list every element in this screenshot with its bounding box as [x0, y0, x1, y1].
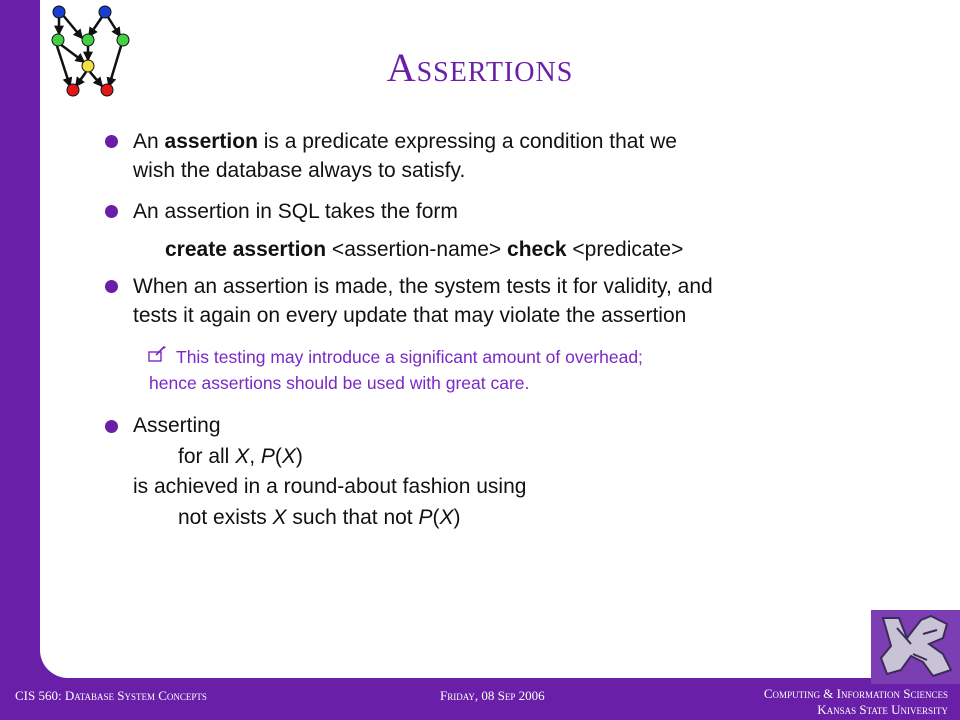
var-x: X: [235, 444, 250, 468]
footer-course: CIS 560: Database System Concepts: [15, 688, 207, 703]
sql-keyword-check: check: [507, 238, 567, 261]
sub-bullet-line1: This testing may introduce a significant amount of overhead;: [176, 347, 643, 367]
footer-dept: Computing & Information Sciences: [763, 686, 948, 701]
bullet-3: [133, 272, 933, 330]
bullet-dot: [105, 205, 118, 218]
paren-close: ): [295, 444, 303, 468]
bullet-4-line3: is achieved in a round-about fashion using: [133, 475, 527, 498]
page-title: Assertions: [386, 45, 574, 90]
sql-syntax: [165, 235, 683, 264]
forall-text: for all: [178, 444, 236, 468]
var-x: X: [272, 505, 287, 529]
bullet-1-line2: wish the database always to satisfy.: [133, 159, 466, 182]
sub-bullet: [149, 344, 816, 396]
sql-arg-name: <assertion-name>: [326, 238, 508, 261]
bullet-1: [133, 127, 923, 185]
sql-arg-predicate: <predicate>: [566, 238, 684, 261]
such-that-text: such that not: [286, 505, 419, 529]
left-band: [0, 0, 40, 680]
footer-univ: Kansas State University: [817, 702, 948, 717]
bullet-dot: [105, 420, 118, 433]
bullet-1-pre: An: [133, 130, 165, 153]
bullet-4: [133, 411, 913, 533]
sql-keyword-create: create assertion: [165, 238, 327, 261]
comma: ,: [249, 444, 261, 468]
var-x: X: [281, 444, 296, 468]
bullet-1-bold: assertion: [164, 130, 258, 153]
bullet-3-line2: tests it again on every update that may violate the assertion: [133, 304, 687, 327]
paren-open: (: [432, 505, 440, 529]
bullet-dot: [105, 135, 118, 148]
paren-close: ): [453, 505, 461, 529]
notexists-text: not exists: [178, 505, 273, 529]
bullet-4-line4: [133, 506, 461, 529]
bullet-1-post: is a predicate expressing a condition that we: [257, 130, 677, 153]
footer-date: Friday, 08 Sep 2006: [440, 688, 545, 703]
sub-bullet-line2: hence assertions should be used with great care.: [149, 373, 530, 393]
var-x: X: [439, 505, 454, 529]
bullet-3-line1: When an assertion is made, the system tests it for validity, and: [133, 275, 713, 298]
bullet-4-line1: Asserting: [133, 414, 221, 437]
wildcat-logo-icon: [871, 610, 960, 684]
var-p: P: [418, 505, 433, 529]
pencil-note-icon: [148, 345, 168, 363]
bullet-2: An assertion in SQL takes the form: [133, 200, 458, 223]
bullet-4-line2: [133, 445, 303, 468]
slide-content: [40, 0, 960, 678]
var-p: P: [260, 444, 275, 468]
bullet-dot: [105, 280, 118, 293]
paren-open: (: [274, 444, 282, 468]
